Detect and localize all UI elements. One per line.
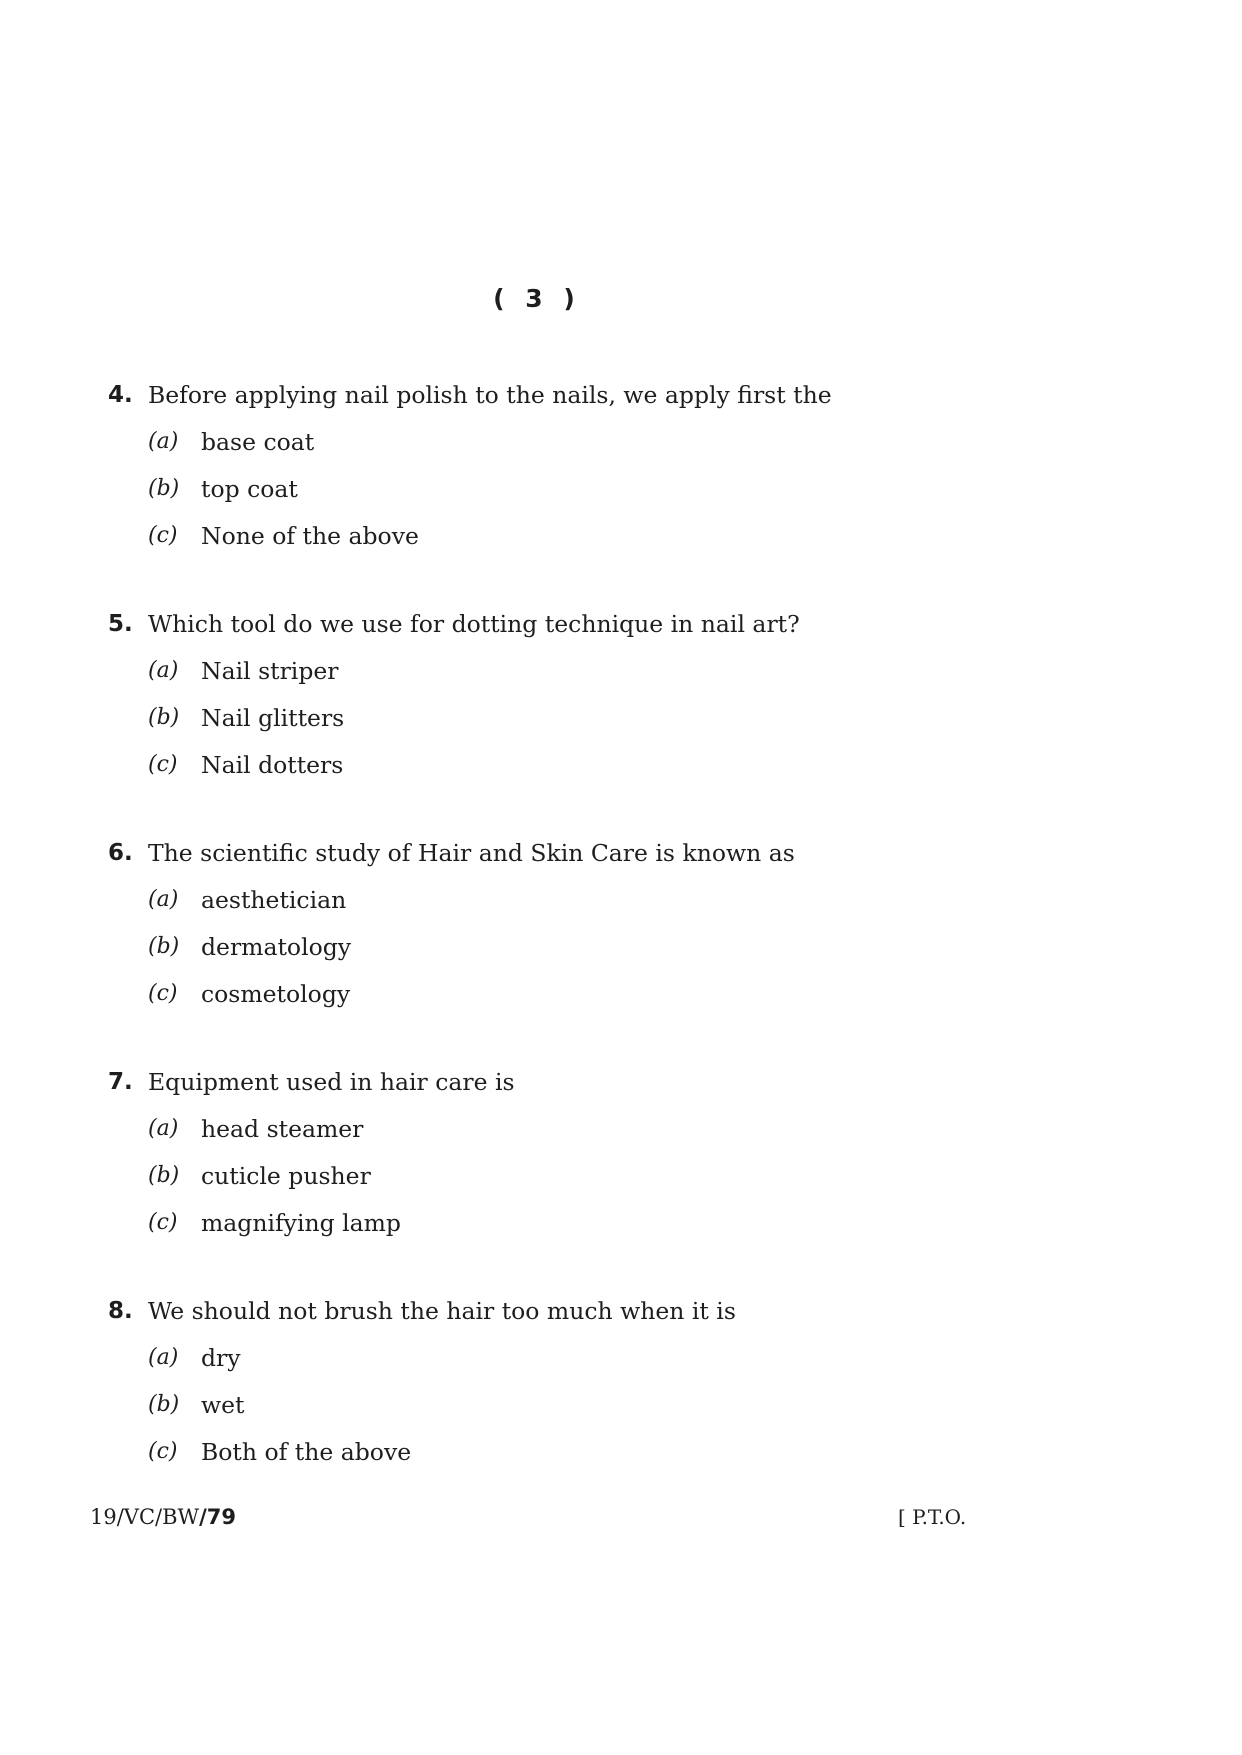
- option-text: Nail striper: [201, 657, 339, 685]
- option-label: (c): [148, 523, 178, 548]
- question-stem: [108, 378, 1088, 412]
- option-a: [108, 425, 1088, 472]
- option-label: (c): [148, 1439, 178, 1464]
- option-b: [108, 701, 1088, 748]
- options-list: [108, 1341, 1088, 1482]
- option-text: dry: [201, 1344, 241, 1372]
- option-label: (a): [148, 429, 179, 454]
- question-stem: [108, 1294, 1088, 1328]
- option-text: Nail glitters: [201, 704, 345, 732]
- option-label: (c): [148, 752, 178, 777]
- pto-marker: [ P.T.O.: [898, 1505, 967, 1529]
- option-label: (a): [148, 658, 179, 683]
- option-c: [108, 977, 1088, 1024]
- question-number: 5.: [108, 611, 133, 637]
- option-text: cosmetology: [201, 980, 351, 1008]
- question-stem: [108, 1065, 1088, 1099]
- question-4: [108, 378, 1088, 566]
- option-b: [108, 1388, 1088, 1435]
- option-label: (b): [148, 1392, 180, 1417]
- option-a: [108, 883, 1088, 930]
- option-b: [108, 1159, 1088, 1206]
- question-text: Equipment used in hair care is: [148, 1068, 515, 1096]
- option-text: top coat: [201, 475, 298, 503]
- option-c: [108, 748, 1088, 795]
- option-text: dermatology: [201, 933, 352, 961]
- question-8: [108, 1294, 1088, 1482]
- options-list: [108, 883, 1088, 1024]
- options-list: [108, 1112, 1088, 1253]
- option-label: (c): [148, 981, 178, 1006]
- option-c: [108, 519, 1088, 566]
- option-text: base coat: [201, 428, 315, 456]
- page-number: ( 3 ): [493, 284, 577, 313]
- option-b: [108, 930, 1088, 977]
- option-b: [108, 472, 1088, 519]
- option-text: cuticle pusher: [201, 1162, 371, 1190]
- option-c: [108, 1206, 1088, 1253]
- option-text: magnifying lamp: [201, 1209, 401, 1237]
- paper-code-suffix: /79: [199, 1505, 237, 1529]
- options-list: [108, 654, 1088, 795]
- paper-code: [90, 1502, 236, 1532]
- option-text: head steamer: [201, 1115, 364, 1143]
- question-text: The scientific study of Hair and Skin Care is known as: [148, 839, 795, 867]
- option-label: (b): [148, 1163, 180, 1188]
- option-c: [108, 1435, 1088, 1482]
- option-text: Both of the above: [201, 1438, 412, 1466]
- question-text: Before applying nail polish to the nails, we apply first the: [148, 381, 832, 409]
- question-5: [108, 607, 1088, 795]
- question-number: 7.: [108, 1069, 133, 1095]
- option-label: (b): [148, 476, 180, 501]
- question-6: [108, 836, 1088, 1024]
- question-stem: [108, 836, 1088, 870]
- option-text: aesthetician: [201, 886, 347, 914]
- question-text: Which tool do we use for dotting technique in nail art?: [148, 610, 800, 638]
- question-number: 4.: [108, 382, 133, 408]
- option-a: [108, 1341, 1088, 1388]
- option-label: (b): [148, 934, 180, 959]
- option-text: wet: [201, 1391, 245, 1419]
- option-label: (a): [148, 1116, 179, 1141]
- option-text: Nail dotters: [201, 751, 344, 779]
- paper-code-prefix: 19/VC/BW: [90, 1505, 200, 1529]
- question-text: We should not brush the hair too much when it is: [148, 1297, 736, 1325]
- option-label: (b): [148, 705, 180, 730]
- question-stem: [108, 607, 1088, 641]
- option-label: (a): [148, 887, 179, 912]
- option-text: None of the above: [201, 522, 419, 550]
- question-number: 6.: [108, 840, 133, 866]
- question-number: 8.: [108, 1298, 133, 1324]
- options-list: [108, 425, 1088, 566]
- option-label: (a): [148, 1345, 179, 1370]
- option-label: (c): [148, 1210, 178, 1235]
- question-7: [108, 1065, 1088, 1253]
- option-a: [108, 1112, 1088, 1159]
- option-a: [108, 654, 1088, 701]
